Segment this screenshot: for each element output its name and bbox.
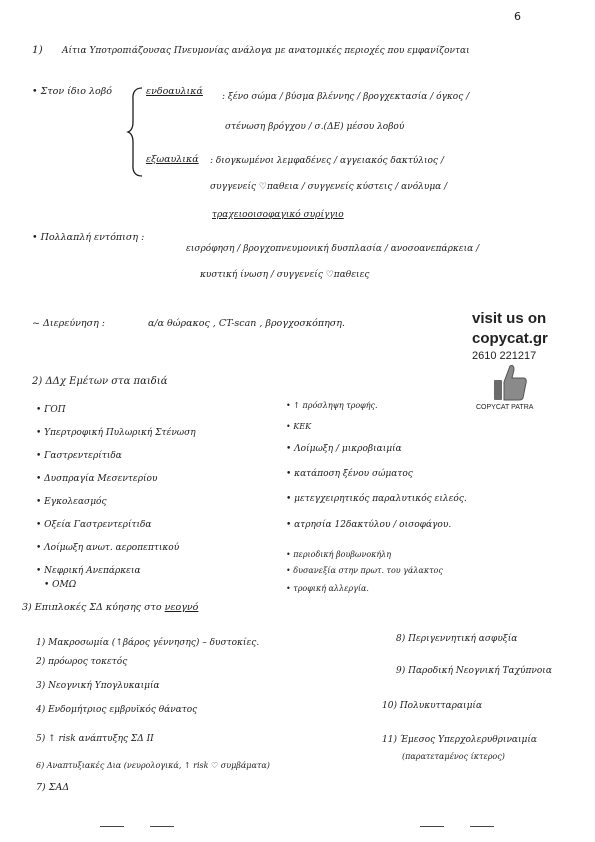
- s2-right-item: • κατάποση ξένου σώματος: [286, 469, 413, 479]
- exo-line1: : διογκωμένοι λεμφαδένες / αγγειακός δακτύλιος /: [210, 156, 444, 166]
- multi-line2: κυστική ίνωση / συγγενείς ♡παθειες: [200, 270, 370, 280]
- exo-line2: συγγενείς ♡παθεια / συγγενείς κύστεις / ανόλυμα /: [210, 182, 448, 192]
- multi-label: • Πολλαπλή εντόπιση :: [32, 232, 145, 243]
- s3-left-item: 3) Νεογνική Υπογλυκαιμία: [36, 681, 160, 691]
- s2-right-item: • δυσανεξία στην πρωτ. του γάλακτος: [286, 566, 443, 575]
- ad-line1: visit us on: [472, 310, 547, 327]
- section3-title: [22, 602, 198, 613]
- section3-title-prefix: 3) Επιπλοκές ΣΔ κύησης στο: [22, 602, 162, 613]
- s3-left-item: 6) Αναπτυξιακές Δια (νευρολογικά, ↑ risk ♡ συμβάματα): [36, 761, 270, 770]
- s2-right-item: • ↑ πρόσληψη τροφής.: [286, 401, 378, 410]
- section1-number: 1): [32, 44, 43, 56]
- ad-caption: COPYCAT PATRA: [476, 404, 534, 411]
- s3-right-item: 9) Παροδική Νεογνική Ταχύπνοια: [396, 666, 552, 676]
- same-lobe-label: • Στον ίδιο λοβό: [32, 86, 112, 97]
- bottom-divider: [100, 826, 124, 827]
- s2-right-item: • μετεγχειρητικός παραλυτικός ειλεός.: [286, 494, 467, 504]
- s3-left-item: 7) ΣΑΔ: [36, 782, 70, 793]
- section3-title-underlined: νεογνό: [164, 602, 199, 613]
- exo-label: εξωαυλικά: [146, 154, 199, 165]
- exo-line3: τραχειοοισοφαγικό συρίγγιο: [212, 210, 344, 220]
- s2-right-item: • Λοίμωξη / μικροβιαιμία: [286, 444, 402, 454]
- bottom-divider: [470, 826, 494, 827]
- s2-right-item: • ΚΕΚ: [286, 422, 312, 431]
- s3-left-item: 4) Ενδομήτριος εμβρυϊκός θάνατος: [36, 705, 198, 715]
- s2-left-item: • Εγκολεασμός: [36, 497, 107, 507]
- ad-line2: copycat.gr: [472, 330, 548, 347]
- page-number: 6: [514, 10, 521, 23]
- endo-label: ενδοαυλικά: [146, 86, 203, 97]
- dx-label: ~ Διερεύνηση :: [32, 318, 105, 329]
- section2-title: 2) ΔΔχ Εμέτων στα παιδιά: [32, 376, 168, 387]
- s2-left-item: • ΟΜΩ: [44, 580, 77, 590]
- s2-left-item: • Γαστρεντερίτιδα: [36, 451, 122, 461]
- s3-right-item: 8) Περιγεννητική ασφυξία: [396, 634, 518, 644]
- s3-right-item: (παρατεταμένος ίκτερος): [402, 752, 505, 761]
- multi-line1: εισρόφηση / βρογχοπνευμονική δυσπλασία / ανοσοανεπάρκεια /: [186, 244, 480, 254]
- endo-line2: στένωση βρόγχου / σ.(ΔΕ) μέσου λοβού: [225, 122, 405, 132]
- s2-left-item: • Οξεία Γαστρεντερίτιδα: [36, 520, 152, 530]
- dx-text: α/α θώρακος , CT-scan , βρογχοσκόπηση.: [148, 318, 345, 329]
- s2-left-item: • Λοίμωξη ανωτ. αεροπεπτικού: [36, 543, 180, 553]
- bottom-divider: [420, 826, 444, 827]
- s2-right-item: • τροφική αλλεργία.: [286, 584, 369, 593]
- s3-left-item: 1) Μακροσωμία (↑βάρος γέννησης) – δυστοκίες.: [36, 638, 260, 648]
- bottom-divider: [150, 826, 174, 827]
- s3-right-item: 11) Έμεσος Υπερχολερυθριναιμία: [382, 735, 537, 745]
- s2-left-item: • Νεφρική Ανεπάρκεια: [36, 566, 141, 576]
- s2-left-item: • Δυσπραγία Μεσεντερίου: [36, 474, 158, 484]
- s2-right-item: • περιοδική βουβωνοκήλη: [286, 550, 392, 559]
- ad-phone: 2610 221217: [472, 350, 537, 362]
- section1-title: Αίτια Υποτροπιάζουσας Πνευμονίας ανάλογα με ανατομικές περιοχές που εμφανίζονται: [62, 46, 470, 56]
- s3-right-item: 10) Πολυκυτταραιμία: [382, 701, 483, 711]
- thumbs-up-icon: [492, 362, 528, 402]
- s3-left-item: 5) ↑ risk ανάπτυξης ΣΔ ΙΙ: [36, 734, 154, 744]
- s3-left-item: 2) πρόωρος τοκετός: [36, 657, 128, 667]
- endo-line1: : ξένο σώμα / βύσμα βλέννης / βρογχεκτασία / όγκος /: [222, 92, 470, 102]
- brace-icon: [126, 86, 146, 178]
- s2-left-item: • ΓΟΠ: [36, 405, 66, 415]
- s2-left-item: • Υπερτροφική Πυλωρική Στένωση: [36, 428, 196, 438]
- s2-right-item: • ατρησία 12δακτύλου / οισοφάγου.: [286, 520, 452, 530]
